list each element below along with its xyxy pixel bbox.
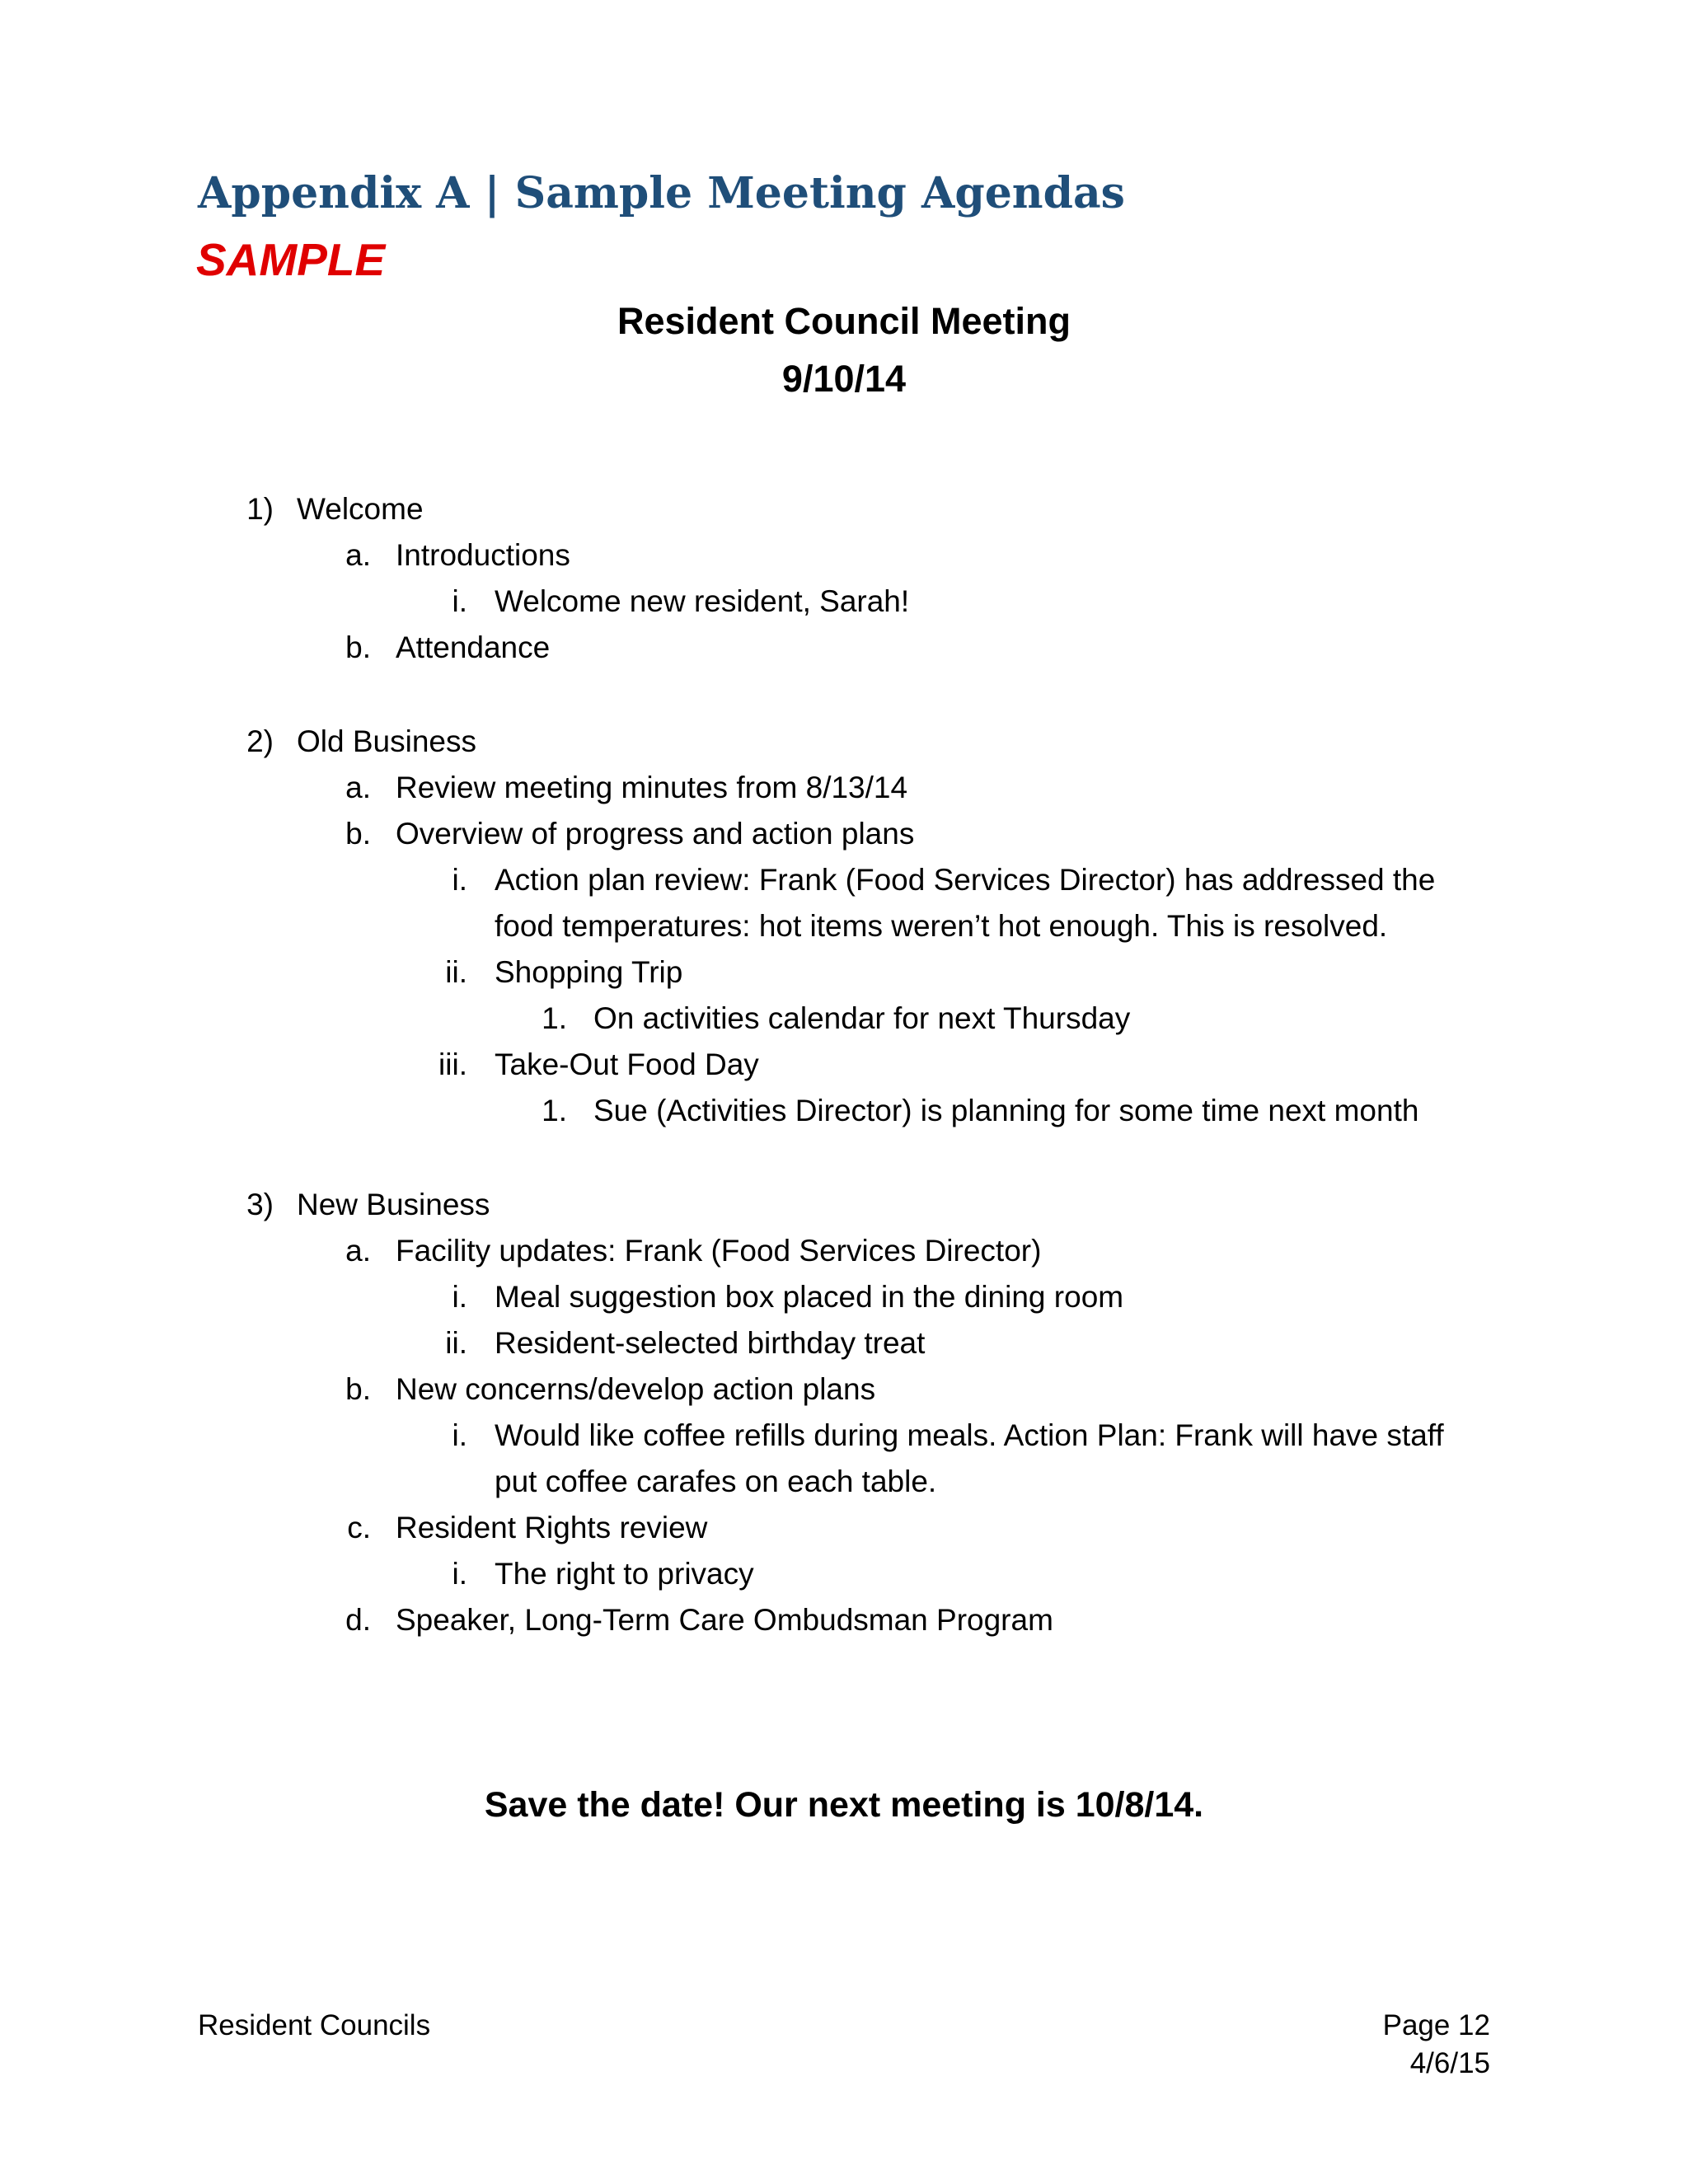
agenda-item (0, 949, 1688, 996)
footer-date: 4/6/15 (1409, 2047, 1490, 2079)
agenda-item (0, 903, 1688, 949)
agenda-item (0, 1088, 1688, 1134)
agenda-item-marker: a. (345, 1234, 371, 1268)
agenda-item (0, 1228, 1688, 1274)
agenda-item (0, 811, 1688, 857)
agenda-item-text: Sue (Activities Director) is planning for some time next month (593, 1094, 1419, 1127)
agenda-item-text: Shopping Trip (495, 955, 683, 989)
agenda-item-marker: i. (452, 584, 467, 618)
agenda-item-marker: ii. (445, 1326, 467, 1360)
agenda-item (0, 1366, 1688, 1413)
sample-label: SAMPLE (196, 234, 386, 285)
agenda-item-text: The right to privacy (495, 1557, 754, 1591)
agenda-item-marker: d. (345, 1603, 371, 1637)
agenda-item (0, 532, 1688, 579)
agenda-item-text: Resident-selected birthday treat (495, 1326, 926, 1360)
agenda-item-text: Facility updates: Frank (Food Services Director) (396, 1234, 1042, 1268)
agenda-item-text: food temperatures: hot items weren’t hot enough. This is resolved. (495, 909, 1388, 943)
agenda-item-text: Meal suggestion box placed in the dining room (495, 1280, 1124, 1314)
agenda-item-text: Resident Rights review (396, 1511, 708, 1544)
agenda-item-text: Speaker, Long-Term Care Ombudsman Program (396, 1603, 1053, 1637)
agenda-item (0, 765, 1688, 811)
agenda-item-marker: c. (347, 1511, 371, 1544)
agenda-item-text: Introductions (396, 538, 570, 572)
agenda-item-text: Welcome new resident, Sarah! (495, 584, 910, 618)
footer-page-number: Page 12 (1382, 2009, 1490, 2041)
agenda-item (0, 486, 1688, 532)
meeting-date: 9/10/14 (781, 358, 907, 400)
meeting-title: Resident Council Meeting (617, 300, 1071, 342)
footer-page-info (1383, 2007, 1490, 2083)
agenda-item (0, 1274, 1688, 1320)
agenda-item-marker: 1. (542, 1094, 567, 1127)
agenda-item-text: Take-Out Food Day (495, 1047, 759, 1081)
agenda-item (0, 1413, 1688, 1459)
agenda-item (0, 1042, 1688, 1088)
agenda-item-text: Overview of progress and action plans (396, 817, 915, 851)
agenda-item-text: On activities calendar for next Thursday (593, 1001, 1131, 1035)
agenda-item-text: New concerns/develop action plans (396, 1372, 876, 1406)
agenda-item-text: Attendance (396, 630, 551, 664)
agenda-item (0, 1320, 1688, 1366)
agenda-item-text: Action plan review: Frank (Food Services Director) has addressed the (495, 863, 1436, 897)
agenda-item-marker: i. (452, 1418, 467, 1452)
agenda-item (0, 1182, 1688, 1228)
agenda-item (0, 1551, 1688, 1597)
agenda-item (0, 857, 1688, 903)
appendix-heading: Appendix A | Sample Meeting Agendas (198, 168, 1125, 218)
agenda-item-marker: b. (345, 630, 371, 664)
agenda-item-marker: i. (452, 1557, 467, 1591)
agenda-item-text: Would like coffee refills during meals. Action Plan: Frank will have staff (495, 1418, 1444, 1452)
agenda-item-marker: b. (345, 817, 371, 851)
agenda-item (0, 996, 1688, 1042)
agenda-item-text: New Business (297, 1188, 490, 1221)
footer-document-name: Resident Councils (198, 2009, 431, 2041)
agenda-item-marker: i. (452, 1280, 467, 1314)
agenda-item-marker: a. (345, 538, 371, 572)
agenda-item-text: Old Business (297, 724, 476, 758)
agenda-item-marker: 3) (246, 1188, 274, 1221)
agenda-item (0, 579, 1688, 625)
agenda-item-marker: ii. (445, 955, 467, 989)
agenda-item-marker: 2) (246, 724, 274, 758)
agenda-item (0, 719, 1688, 765)
agenda-item-marker: iii. (438, 1047, 467, 1081)
agenda-item-marker: i. (452, 863, 467, 897)
save-the-date: Save the date! Our next meeting is 10/8/14. (484, 1785, 1204, 1825)
agenda-item-marker: 1) (246, 492, 274, 526)
agenda-item (0, 1505, 1688, 1551)
agenda-item-text: put coffee carafes on each table. (495, 1465, 937, 1498)
agenda-item (0, 1597, 1688, 1643)
agenda-item-marker: b. (345, 1372, 371, 1406)
agenda-item (0, 625, 1688, 671)
agenda-item-text: Review meeting minutes from 8/13/14 (396, 771, 908, 804)
agenda-item-marker: 1. (542, 1001, 567, 1035)
agenda-item-marker: a. (345, 771, 371, 804)
agenda-item-text: Welcome (297, 492, 424, 526)
agenda-item (0, 1459, 1688, 1505)
